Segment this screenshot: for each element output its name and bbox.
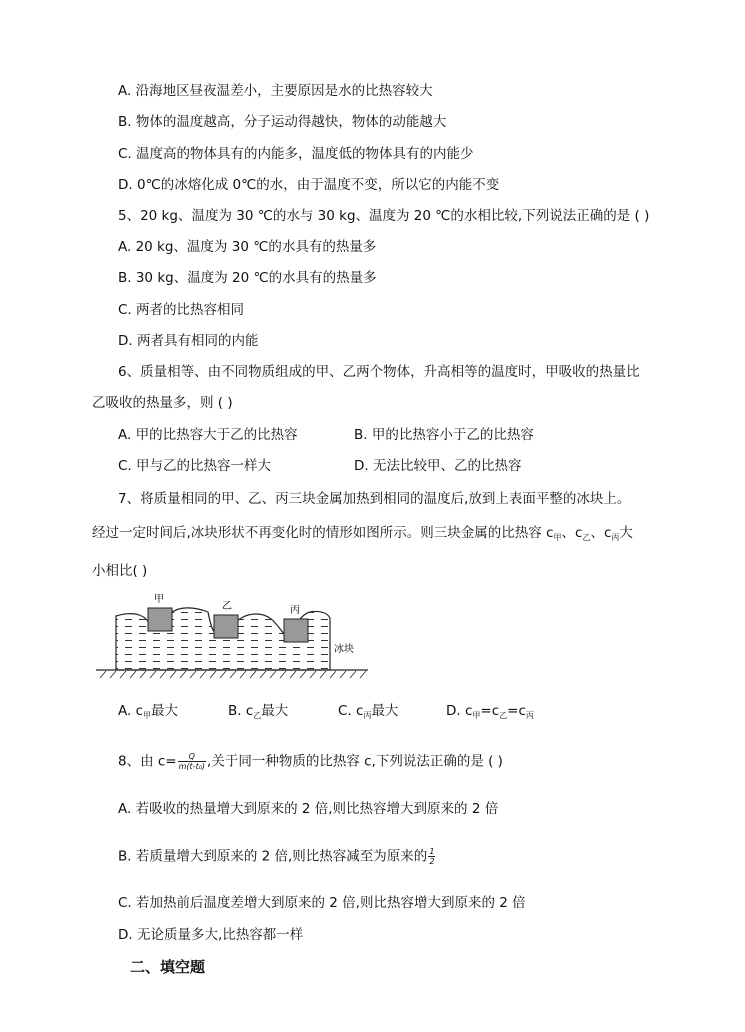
- q5-option-c: C. 两者的比热容相同: [118, 302, 245, 318]
- q8-stem-post: ,关于同一种物质的比热容 c,下列说法正确的是 ( ): [207, 753, 503, 770]
- q5-option-d: D. 两者具有相同的内能: [118, 333, 259, 349]
- opt-b-sub: 乙: [253, 711, 262, 720]
- opt-a-sub: 甲: [143, 711, 152, 720]
- q6-option-d: D. 无法比较甲、乙的比热容: [354, 458, 522, 474]
- opt-c-c: C. c: [338, 703, 364, 719]
- q6-option-a: A. 甲的比热容大于乙的比热容: [118, 427, 298, 443]
- label-bing: 丙: [290, 605, 300, 616]
- q5-option-b: B. 30 kg、温度为 20 ℃的水具有的热量多: [118, 270, 377, 286]
- q7-option-b: [228, 702, 288, 725]
- opt-b-c: B. c: [228, 703, 254, 719]
- label-yi: 乙: [222, 601, 232, 612]
- sub-jia: 甲: [553, 533, 562, 542]
- q8-option-c: C. 若加热前后温度差增大到原来的 2 倍,则比热容增大到原来的 2 倍: [118, 895, 526, 911]
- q7-option-c: [338, 702, 398, 725]
- q4-option-c: C. 温度高的物体具有的内能多，温度低的物体具有的内能少: [118, 146, 474, 162]
- metal-block-yi: [214, 615, 238, 638]
- q6-option-b: B. 甲的比热容小于乙的比热容: [354, 427, 534, 443]
- q4-option-a: A. 沿海地区昼夜温差小，主要原因是水的比热容较大: [118, 83, 433, 99]
- q5-stem: 5、20 kg、温度为 30 ℃的水与 30 kg、温度为 20 ℃的水相比较,下列说法正确的是 ( ): [118, 208, 650, 224]
- q8-option-a: A. 若吸收的热量增大到原来的 2 倍,则比热容增大到原来的 2 倍: [118, 801, 499, 817]
- q5-option-a: A. 20 kg、温度为 30 ℃的水具有的热量多: [118, 239, 377, 255]
- opt-d-eq-1: =c: [480, 703, 500, 719]
- opt-d-sub-2: 乙: [499, 711, 508, 720]
- opt-a-c: A. c: [118, 703, 144, 719]
- q7-stem-line3: 小相比( ): [92, 563, 148, 579]
- q7-comma-1: 、c: [561, 525, 583, 541]
- metal-block-bing: [284, 619, 308, 642]
- section-heading: 二、填空题: [130, 958, 206, 976]
- opt-d-eq-2: =c: [507, 703, 526, 719]
- opt-a-max: 最大: [151, 703, 179, 719]
- formula-numerator: Q: [178, 752, 206, 762]
- metal-block-jia: [148, 608, 172, 631]
- opt-d-sub-1: 甲: [472, 711, 481, 720]
- opt-b-max: 最大: [261, 703, 289, 719]
- q7-stem-text: 经过一定时间后,冰块形状不再变化时的情形如图所示。则三块金属的比热容 c: [92, 525, 554, 541]
- q7-da: 大: [619, 525, 633, 541]
- half-numerator: 1: [429, 847, 435, 856]
- q8-option-d: D. 无论质量多大,比热容都一样: [118, 927, 304, 943]
- half-fraction: [428, 847, 435, 866]
- opt-c-max: 最大: [371, 703, 399, 719]
- q6-stem-line1: 6、质量相等、由不同物质组成的甲、乙两个物体，升高相等的温度时，甲吸收的热量比: [118, 364, 640, 380]
- q4-option-d: D. 0℃的冰熔化成 0℃的水，由于温度不变，所以它的内能不变: [118, 177, 500, 193]
- q7-option-d: [446, 702, 534, 725]
- q7-comma-2: 、c: [590, 525, 612, 541]
- q7-stem-line1: 7、将质量相同的甲、乙、丙三块金属加热到相同的温度后,放到上表面平整的冰块上。: [118, 491, 631, 507]
- half-denominator: 2: [429, 857, 435, 866]
- q8-stem-pre: 8、由 c=: [118, 753, 177, 770]
- opt-d-sub-3: 丙: [525, 711, 534, 720]
- q7-option-a: [118, 702, 178, 725]
- formula-denominator: m(t-t₀): [178, 762, 206, 771]
- label-jia: 甲: [154, 594, 164, 605]
- sub-yi: 乙: [582, 533, 591, 542]
- sub-bing: 丙: [611, 533, 620, 542]
- q7-stem-line2: [92, 524, 633, 547]
- ground-hatching: [100, 671, 366, 678]
- q6-stem-line2: 乙吸收的热量多，则 ( ): [92, 395, 233, 411]
- q4-option-b: B. 物体的温度越高，分子运动得越快，物体的动能越大: [118, 114, 447, 130]
- label-ice: 冰块: [334, 644, 354, 655]
- q6-option-c: C. 甲与乙的比热容一样大: [118, 458, 272, 474]
- specific-heat-formula: [178, 752, 206, 771]
- q8-option-b: [118, 847, 436, 866]
- opt-c-sub: 丙: [363, 711, 372, 720]
- ice-block-figure: [96, 588, 368, 680]
- q8-option-b-text: B. 若质量增大到原来的 2 倍,则比热容减至为原来的: [118, 848, 428, 865]
- opt-d-c: D. c: [446, 703, 473, 719]
- q8-stem: [118, 752, 503, 771]
